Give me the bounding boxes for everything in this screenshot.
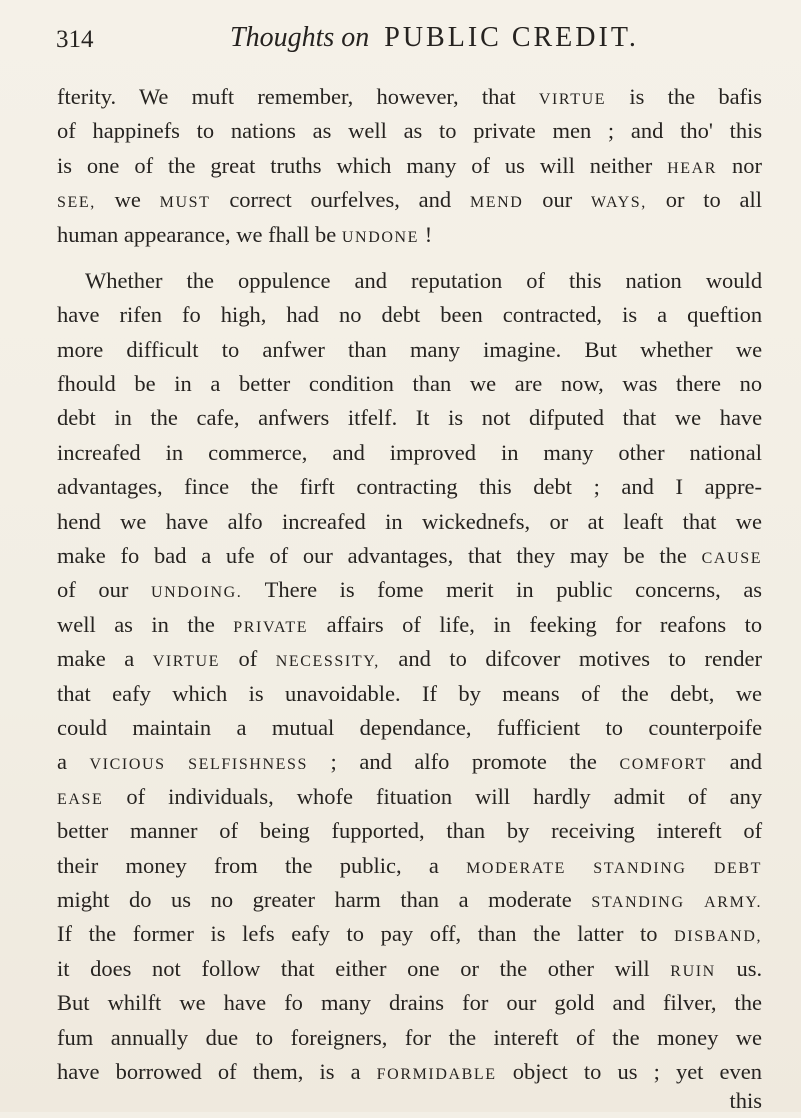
text-line: might do us no greater harm than a moderate STANDING ARMY. [57,887,763,912]
text-line: well as in the PRIVATE affairs of life, in feeking for reafons to [57,612,763,637]
text-line: a VICIOUS SELFISHNESS ; and alfo promote the COMFORT and [57,749,763,774]
text-line: EASE of individuals, whofe fituation will hardly admit of any [57,784,763,809]
text-line: it does not follow that either one or the other will RUIN us. [57,956,763,981]
text-line: human appearance, we fhall be UNDONE ! [57,222,433,247]
text-line: If the former is lefs eafy to pay off, than the latter to DISBAND, [57,921,763,946]
text-line: is one of the great truths which many of us will neither HEAR nor [57,153,762,178]
text-line: of happinefs to nations as well as to private men ; and tho' this [57,118,763,143]
text-line: have rifen fo high, had no debt been contracted, is a queftion [57,302,763,327]
text-line: of our UNDOING. There is fome merit in public concerns, as [57,577,763,602]
page-number: 314 [56,26,94,53]
text-line: make a VIRTUE of NECESSITY, and to difcover motives to render [57,646,763,671]
text-line: hend we have alfo increafed in wickednefs, or at leaft that we [57,509,763,534]
text-line: make fo bad a ufe of our advantages, that they may be the CAUSE [57,543,763,568]
text-line: But whilft we have fo many drains for our gold and filver, the [57,990,763,1015]
text-line: better manner of being fupported, than by receiving intereft of [57,818,763,843]
text-line: fum annually due to foreigners, for the intereft of the money we [57,1025,763,1050]
text-line: fterity. We muft remember, however, that VIRTUE is the bafis [57,84,763,109]
text-line: could maintain a mutual dependance, fufficient to counterpoife [57,715,763,740]
text-line: fhould be in a better condition than we are now, was there no [57,371,763,396]
body-text [57,0,762,1112]
text-line: more difficult to anfwer than many imagine. But whether we [57,337,763,362]
text-line: have borrowed of them, is a FORMIDABLE object to us ; yet even [57,1059,763,1084]
text-line: their money from the public, a MODERATE STANDING DEBT [57,853,763,878]
catchword: this [729,1088,762,1113]
text-line: Whether the oppulence and reputation of this nation would [85,268,763,293]
running-head-italic: Thoughts on [230,22,370,53]
text-line: increafed in commerce, and improved in many other national [57,440,762,465]
text-line: advantages, fince the firft contracting this debt ; and I appre- [57,474,763,499]
text-line: debt in the cafe, anfwers itfelf. It is not difputed that we have [57,405,763,430]
running-head-caps: PUBLIC CREDIT. [384,22,639,53]
text-line: that eafy which is unavoidable. If by means of the debt, we [57,681,763,706]
text-line: SEE, we MUST correct ourfelves, and MEND our WAYS, or to all [57,187,763,212]
